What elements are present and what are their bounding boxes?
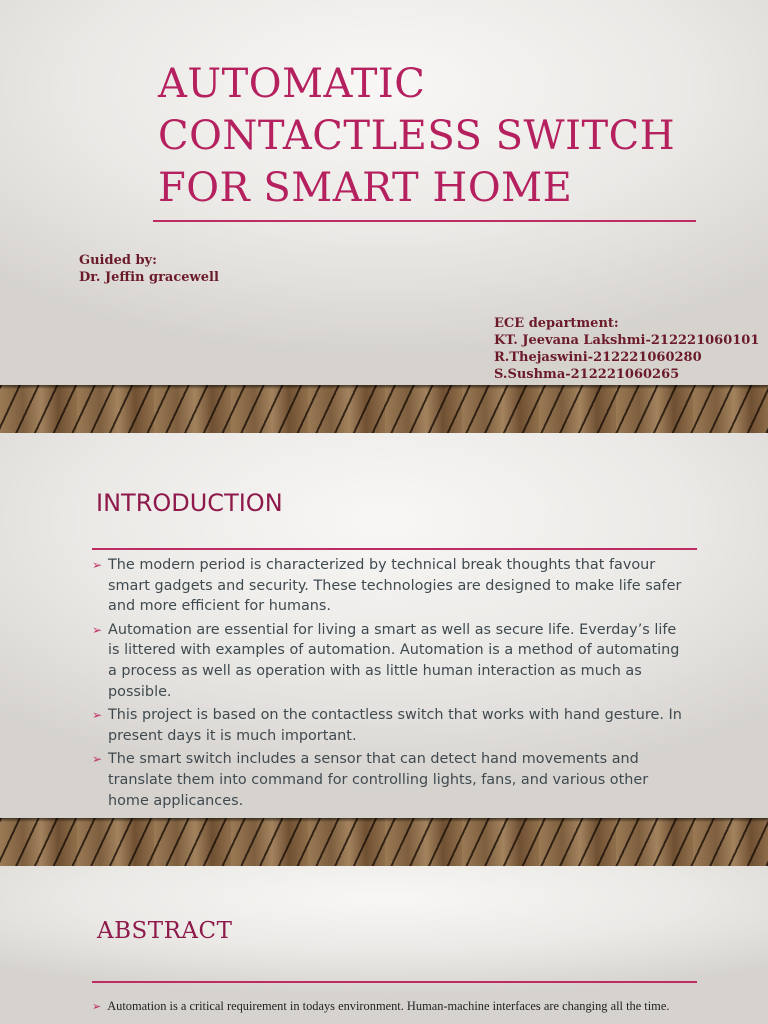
arrow-bullet-icon: ➢ [92,558,103,572]
abstract-slide [0,866,768,1024]
title-line-1: AUTOMATIC [158,61,426,107]
slide-title [158,58,718,214]
arrow-bullet-icon: ➢ [92,752,103,767]
bullet-text: This project is based on the contactless switch that works with hand gesture. In present days it is much important. [108,707,682,744]
guide-block [79,252,219,286]
arrow-bullet-icon: ➢ [92,708,103,723]
arrow-bullet-icon: ➢ [92,622,103,637]
arrow-bullet-icon: ➢ [92,1001,102,1013]
bullet-text: The smart switch includes a sensor that can detect hand movements and translate them into command for controlling lights, fans, and various other home applicances. [108,751,649,809]
introduction-bullet-list [92,555,692,814]
bullet-text: Automation is a critical requirement in todays environment. Human-machine interfaces are changing all the time. [107,999,670,1013]
list-item [92,620,692,702]
team-block [494,315,759,383]
team-member: R.Thejaswini-212221060280 [494,350,702,365]
department-label: ECE department: [494,316,619,331]
wood-floor-decoration [0,385,768,433]
introduction-slide [0,433,768,866]
title-slide [0,0,768,433]
title-line-3: FOR SMART HOME [158,165,573,211]
list-item [92,749,692,811]
list-item [92,555,692,617]
heading-divider [92,981,697,983]
title-divider [153,220,696,222]
guide-name: Dr. Jeffin gracewell [79,270,219,285]
wood-floor-decoration [0,818,768,866]
heading-divider [92,548,697,550]
introduction-heading: INTRODUCTION [96,489,283,517]
abstract-heading: ABSTRACT [97,918,233,944]
team-member: S.Sushma-212221060265 [494,367,680,382]
list-item [92,999,702,1014]
list-item [92,705,692,746]
team-member: KT. Jeevana Lakshmi-212221060101 [494,333,760,348]
bullet-text: The modern period is characterized by technical break thoughts that favour smart gadgets and security. These technologies are designed to make life safer and more efficient for humans. [108,557,682,615]
guide-label: Guided by: [79,253,157,268]
title-line-2: CONTACTLESS SWITCH [158,113,676,159]
bullet-text: Automation are essential for living a smart as well as secure life. Everday’s life is littered with examples of automation. Automation is a method of automating a process as well as operation with as little human interaction as much as possible. [108,621,680,700]
